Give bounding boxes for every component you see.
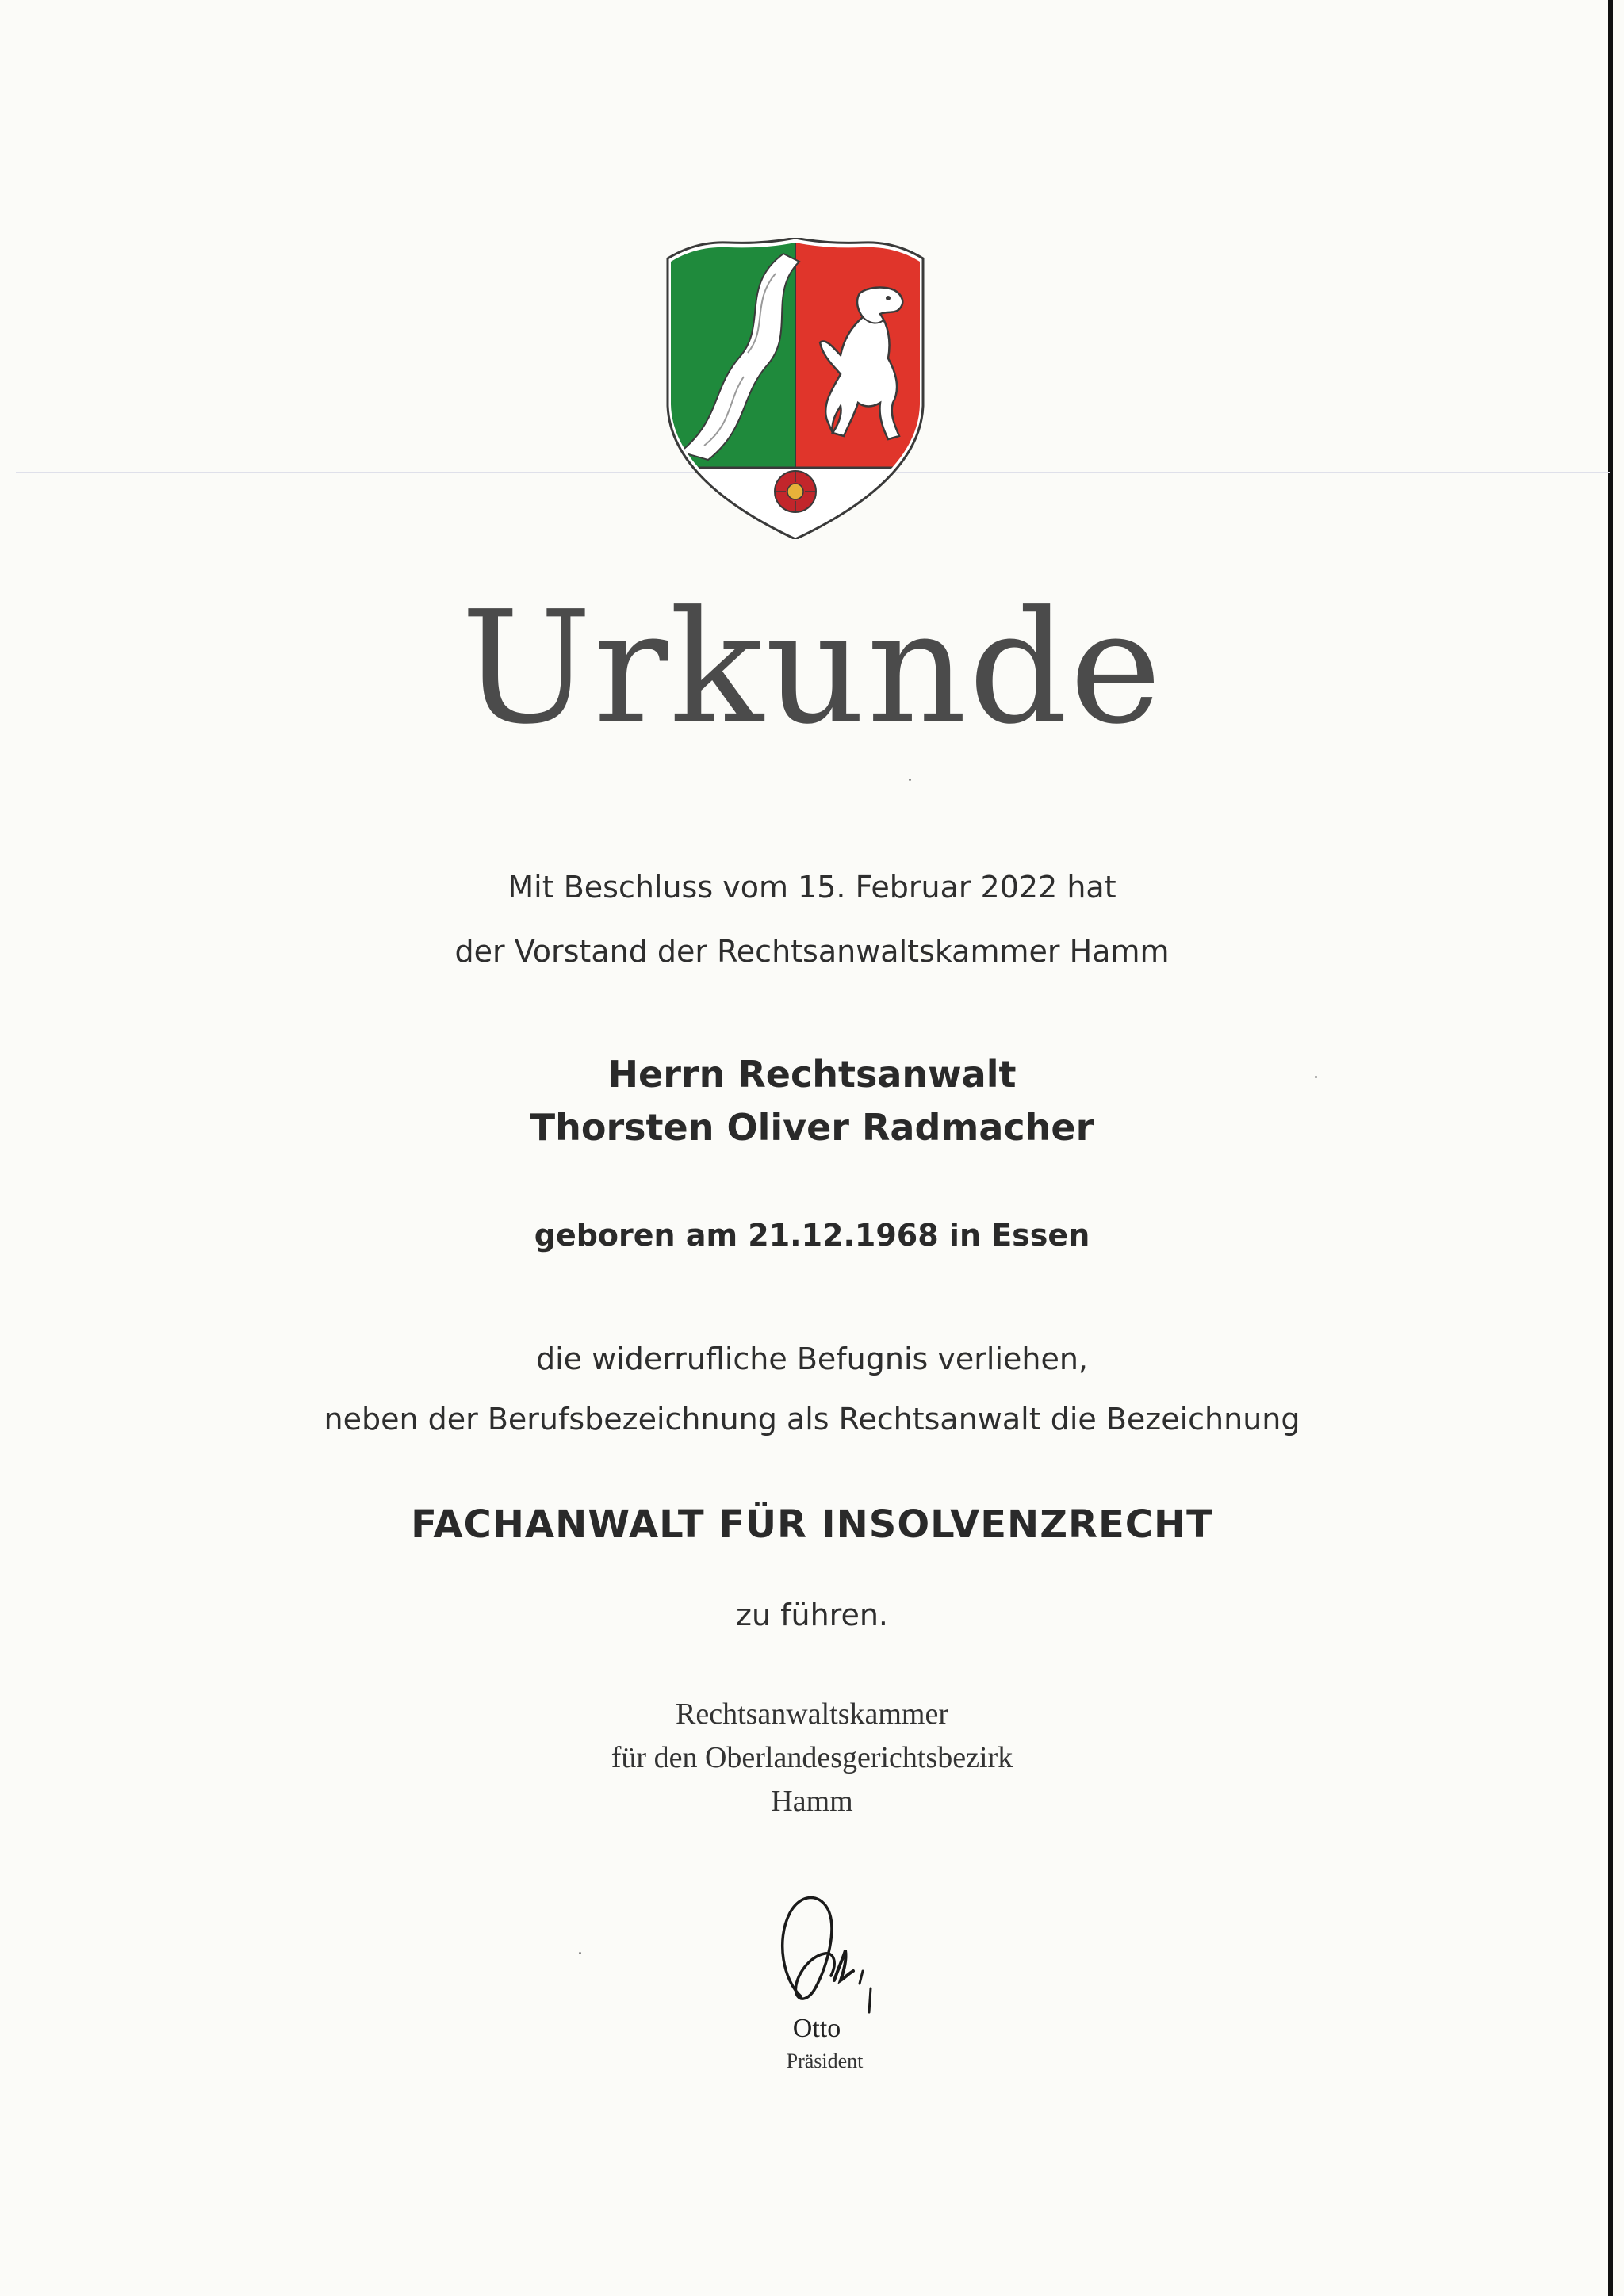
birth-info: geboren am 21.12.1968 in Essen bbox=[534, 1218, 1090, 1253]
closing-text: zu führen. bbox=[736, 1598, 888, 1632]
scan-speck bbox=[1315, 1076, 1317, 1078]
grant-line-2: neben der Berufsbezeichnung als Rechtsanwalt die Bezeichnung bbox=[324, 1402, 1300, 1437]
scan-speck bbox=[909, 779, 911, 781]
issuer-line-3: Hamm bbox=[771, 1785, 853, 1818]
recipient-name: Thorsten Oliver Radmacher bbox=[530, 1106, 1094, 1149]
nrw-coat-of-arms-icon bbox=[665, 238, 926, 539]
handwritten-signature-icon bbox=[752, 1877, 894, 2020]
grant-line-1: die widerrufliche Befugnis verliehen, bbox=[535, 1341, 1089, 1376]
signer-role: Präsident bbox=[786, 2049, 864, 2072]
scan-speck bbox=[579, 1952, 581, 1954]
specialist-title: FACHANWALT FÜR INSOLVENZRECHT bbox=[411, 1502, 1213, 1547]
intro-line-2: der Vorstand der Rechtsanwaltskammer Hamm bbox=[454, 934, 1170, 969]
document-title: Urkunde bbox=[461, 578, 1163, 759]
issuer-line-2: für den Oberlandesgerichtsbezirk bbox=[611, 1741, 1013, 1774]
intro-line-1: Mit Beschluss vom 15. Februar 2022 hat bbox=[508, 870, 1116, 905]
recipient-salutation: Herrn Rechtsanwalt bbox=[607, 1053, 1017, 1096]
signer-name: Otto bbox=[792, 2014, 841, 2043]
issuer-line-1: Rechtsanwaltskammer bbox=[675, 1697, 948, 1731]
